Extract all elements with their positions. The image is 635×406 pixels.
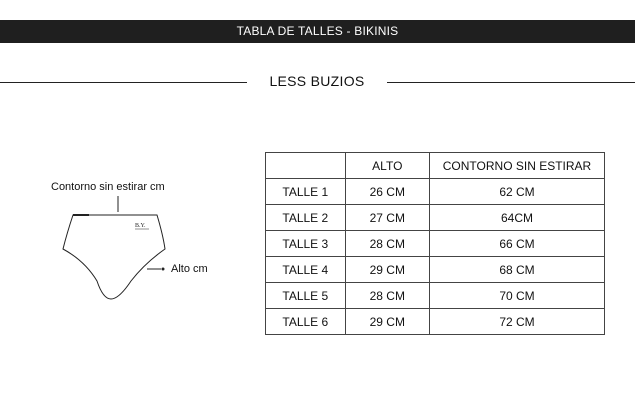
size-cell: TALLE 1 [266,179,346,205]
alto-cell: 28 CM [345,231,429,257]
alto-cell: 27 CM [345,205,429,231]
size-cell: TALLE 6 [266,309,346,335]
size-cell: TALLE 4 [266,257,346,283]
size-cell: TALLE 2 [266,205,346,231]
height-label: Alto cm [171,263,208,275]
bikini-diagram [45,175,245,310]
table-row [266,205,605,231]
contorno-cell: 68 CM [430,257,605,283]
contorno-cell: 64CM [430,205,605,231]
alto-cell: 29 CM [345,257,429,283]
size-cell: TALLE 5 [266,283,346,309]
contorno-cell: 72 CM [430,309,605,335]
contorno-cell: 66 CM [430,231,605,257]
size-cell: TALLE 3 [266,231,346,257]
table-row [266,283,605,309]
page-title-bar [0,20,635,43]
bikini-bottom-illustration [45,175,245,310]
table-row [266,179,605,205]
divider-right [387,82,635,83]
table-row [266,257,605,283]
header-size [266,153,346,179]
height-pointer-dot [162,268,165,271]
table-row [266,231,605,257]
divider-left [0,82,247,83]
alto-cell: 26 CM [345,179,429,205]
table-row [266,309,605,335]
garment-outline [63,215,165,299]
garment-tag: B.Y. [135,223,146,229]
brand-title: LESS BUZIOS [269,73,365,89]
contour-label: Contorno sin estirar cm [51,181,165,193]
header-alto: ALTO [345,153,429,179]
page-title: TABLA DE TALLES - BIKINIS [236,24,399,38]
contorno-cell: 70 CM [430,283,605,309]
header-contorno: CONTORNO SIN ESTIRAR [430,153,605,179]
table-header-row [266,153,605,179]
size-table [265,152,605,335]
alto-cell: 29 CM [345,309,429,335]
contorno-cell: 62 CM [430,179,605,205]
alto-cell: 28 CM [345,283,429,309]
